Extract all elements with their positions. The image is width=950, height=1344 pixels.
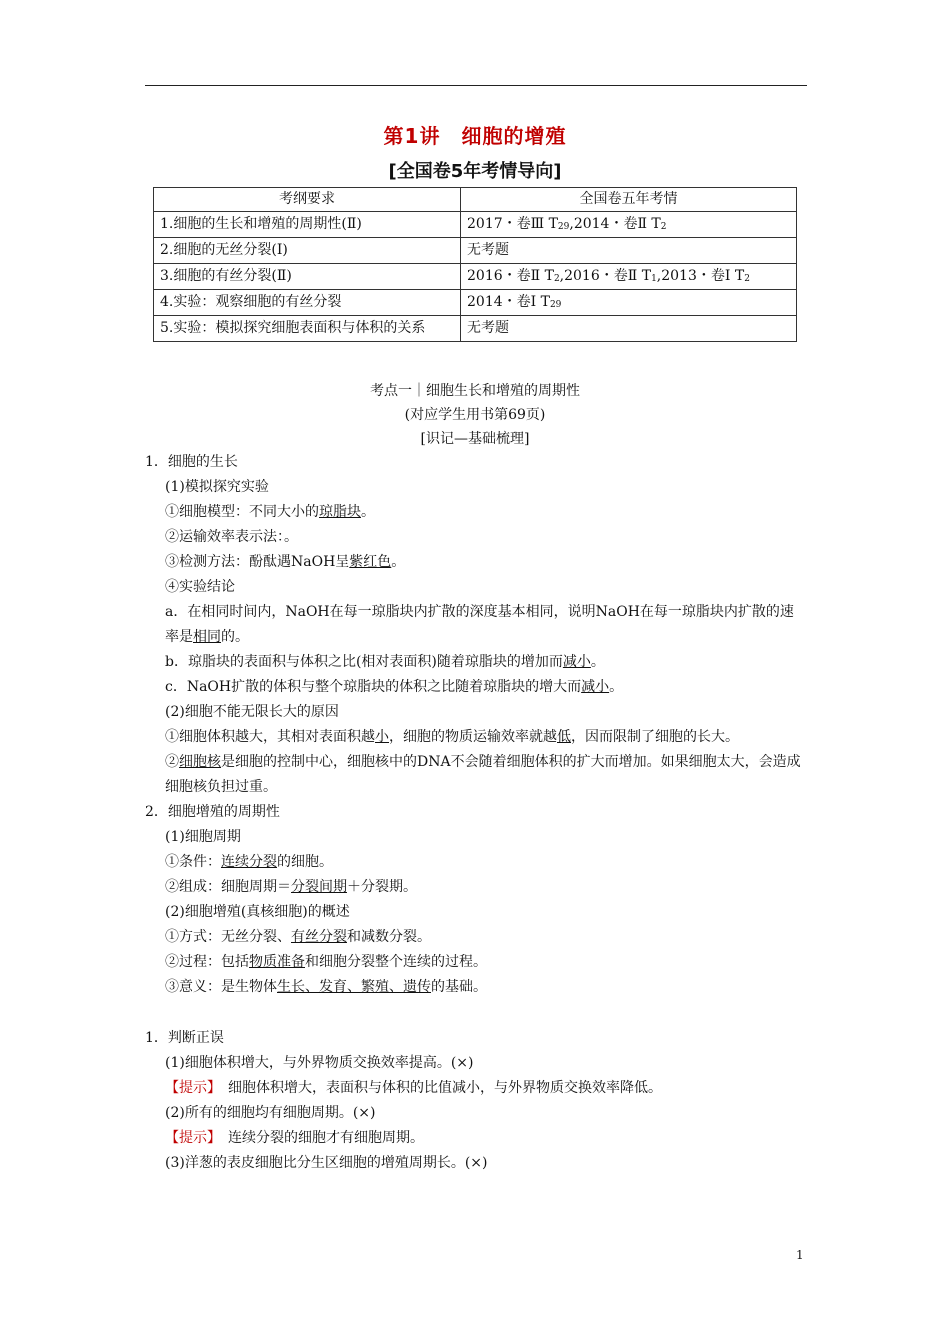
text-run: ②	[165, 754, 179, 770]
table-row	[154, 315, 797, 341]
text-run: ③意义：是生物体	[165, 979, 277, 995]
content-line	[145, 1101, 807, 1126]
text-run: a．在相同时间内，NaOH在每一琼脂块内扩散的深度基本相同，说明NaOH在每一琼脂块内扩散的速率是	[165, 604, 794, 645]
content-line	[145, 850, 807, 875]
text-run: 。	[590, 654, 605, 670]
requirement-cell: 4.实验：观察细胞的有丝分裂	[154, 289, 461, 315]
underlined-answer: 紫红色	[349, 554, 392, 570]
text-run: ①方式：无丝分裂、	[165, 929, 291, 945]
requirement-cell: 2.细胞的无丝分裂(Ⅰ)	[154, 237, 461, 263]
text-run: 2014・卷Ⅰ T	[467, 293, 550, 310]
section-tag: [识记—基础梳理]	[420, 431, 530, 447]
content-line	[145, 1151, 807, 1176]
syllabus-table	[153, 187, 797, 342]
subscript: 29	[557, 221, 570, 232]
text-run: 。	[391, 554, 406, 570]
content-line	[145, 1026, 807, 1051]
table-body	[154, 211, 797, 341]
lecture-title: 第1讲 细胞的增殖	[383, 124, 567, 148]
text-run: 和细胞分裂整个连续的过程。	[305, 954, 487, 970]
underlined-answer: 生长、发育、繁殖、遗传	[277, 979, 431, 995]
table-row	[154, 237, 797, 263]
content-line	[145, 975, 807, 1000]
content-line	[145, 900, 807, 925]
text-run: 1．判断正误	[145, 1030, 224, 1046]
subscript: 1	[651, 273, 657, 284]
content-line	[145, 875, 807, 900]
text-run: (1)模拟探究实验	[165, 479, 269, 495]
content-line	[145, 650, 807, 675]
text-run: 的细胞。	[277, 854, 333, 870]
spacer	[145, 1000, 807, 1026]
content-line	[145, 750, 807, 800]
text-run: 的。	[221, 629, 249, 645]
underlined-answer: 相同	[193, 629, 221, 645]
text-run: ③检测方法：酚酞遇NaOH呈	[165, 554, 350, 570]
underlined-answer: 琼脂块	[319, 504, 361, 520]
text-run: 2．细胞增殖的周期性	[145, 804, 280, 820]
text-run: b．琼脂块的表面积与体积之比(相对表面积)随着琼脂块的增加而	[165, 654, 563, 670]
content-line	[145, 800, 807, 825]
exam-guide-heading: [全国卷5年考情导向]	[388, 161, 562, 182]
underlined-answer: 物质准备	[249, 954, 305, 970]
header-requirement: 考纲要求	[154, 188, 461, 212]
text-run: 无考题	[467, 241, 509, 258]
content-line	[145, 950, 807, 975]
text-run: (2)细胞增殖(真核细胞)的概述	[165, 904, 350, 920]
text-run: ,2014・卷Ⅱ T	[569, 215, 661, 232]
text-run: 。	[361, 504, 375, 520]
text-run: ②运输效率表示法：。	[165, 529, 298, 545]
text-run: 2016・卷Ⅱ T	[467, 267, 554, 284]
table-row	[154, 289, 797, 315]
text-run: (1)细胞周期	[165, 829, 241, 845]
text-run: 连续分裂的细胞才有细胞周期。	[214, 1130, 424, 1146]
content-line	[145, 1076, 807, 1101]
exam-history-cell	[461, 211, 797, 237]
table-row	[154, 211, 797, 237]
text-run: (2)细胞不能无限长大的原因	[165, 704, 339, 720]
text-run: ＋分裂期。	[347, 879, 417, 895]
text-run: 2017・卷Ⅲ T	[467, 215, 558, 232]
requirement-cell: 1.细胞的生长和增殖的周期性(Ⅱ)	[154, 211, 461, 237]
text-run: ④实验结论	[165, 579, 235, 595]
section-title: 考点一｜细胞生长和增殖的周期性	[370, 383, 580, 399]
text-run: 无考题	[467, 319, 509, 336]
text-run: ②过程：包括	[165, 954, 249, 970]
book-reference: (对应学生用书第69页)	[404, 407, 546, 423]
requirement-cell: 5.实验：模拟探究细胞表面积与体积的关系	[154, 315, 461, 341]
text-run: 和减数分裂。	[347, 929, 431, 945]
text-run: 细胞体积增大，表面积与体积的比值减小，与外界物质交换效率降低。	[214, 1080, 662, 1096]
text-run: (1)细胞体积增大，与外界物质交换效率提高。(×)	[165, 1055, 474, 1071]
text-run: ①细胞体积越大，其相对表面积越	[165, 729, 375, 745]
underlined-answer: 有丝分裂	[291, 929, 347, 945]
content-line	[145, 1051, 807, 1076]
content-body	[145, 450, 807, 1176]
subscript: 2	[744, 273, 750, 284]
underlined-answer: 减小	[581, 679, 610, 695]
text-run: 是细胞的控制中心，细胞核中的DNA不会随着细胞体积的扩大而增加。如果细胞太大，会造成细胞核负担过重。	[165, 754, 801, 795]
content-line	[145, 675, 807, 700]
underlined-answer: 低	[557, 729, 571, 745]
content-line	[145, 450, 807, 475]
top-rule	[145, 85, 807, 86]
content-line	[145, 525, 807, 550]
page-number: 1	[796, 1248, 804, 1262]
text-run: 的基础。	[431, 979, 487, 995]
content-line	[145, 500, 807, 525]
underlined-answer: 分裂间期	[291, 879, 347, 895]
subscript: 2	[660, 221, 667, 232]
text-run: ,2016・卷Ⅱ T	[559, 267, 652, 284]
content-line	[145, 600, 807, 650]
header-exam-history: 全国卷五年考情	[461, 188, 797, 212]
hint-label: 【提示】	[165, 1080, 214, 1096]
table-header-row	[154, 188, 797, 212]
subscript: 29	[549, 299, 562, 310]
content-line	[145, 575, 807, 600]
text-run: ①细胞模型：不同大小的	[165, 504, 319, 520]
requirement-cell: 3.细胞的有丝分裂(Ⅱ)	[154, 263, 461, 289]
content-line	[145, 550, 807, 575]
content-line	[145, 1126, 807, 1151]
underlined-answer: 连续分裂	[221, 854, 277, 870]
text-run: ，因而限制了细胞的长大。	[571, 729, 739, 745]
text-run: (3)洋葱的表皮细胞比分生区细胞的增殖周期长。(×)	[165, 1155, 488, 1171]
text-run: ,2013・卷Ⅰ T	[656, 267, 745, 284]
content-line	[145, 475, 807, 500]
table-row	[154, 263, 797, 289]
text-run: 1．细胞的生长	[145, 454, 238, 470]
exam-history-cell	[461, 315, 797, 341]
underlined-answer: 细胞核	[179, 754, 221, 770]
text-run: ①条件：	[165, 854, 221, 870]
content-line	[145, 925, 807, 950]
content-line	[145, 825, 807, 850]
content-line	[145, 700, 807, 725]
text-run: (2)所有的细胞均有细胞周期。(×)	[165, 1105, 376, 1121]
underlined-answer: 减小	[562, 654, 591, 670]
exam-history-cell	[461, 237, 797, 263]
underlined-answer: 小	[375, 729, 389, 745]
hint-label: 【提示】	[165, 1130, 214, 1146]
text-run: ，细胞的物质运输效率就越	[389, 729, 557, 745]
text-run: 。	[609, 679, 624, 695]
exam-history-cell	[461, 289, 797, 315]
text-run: c．NaOH扩散的体积与整个琼脂块的体积之比随着琼脂块的增大而	[165, 679, 582, 695]
exam-history-cell	[461, 263, 797, 289]
content-line	[145, 725, 807, 750]
text-run: ②组成：细胞周期＝	[165, 879, 291, 895]
subscript: 2	[553, 273, 560, 284]
